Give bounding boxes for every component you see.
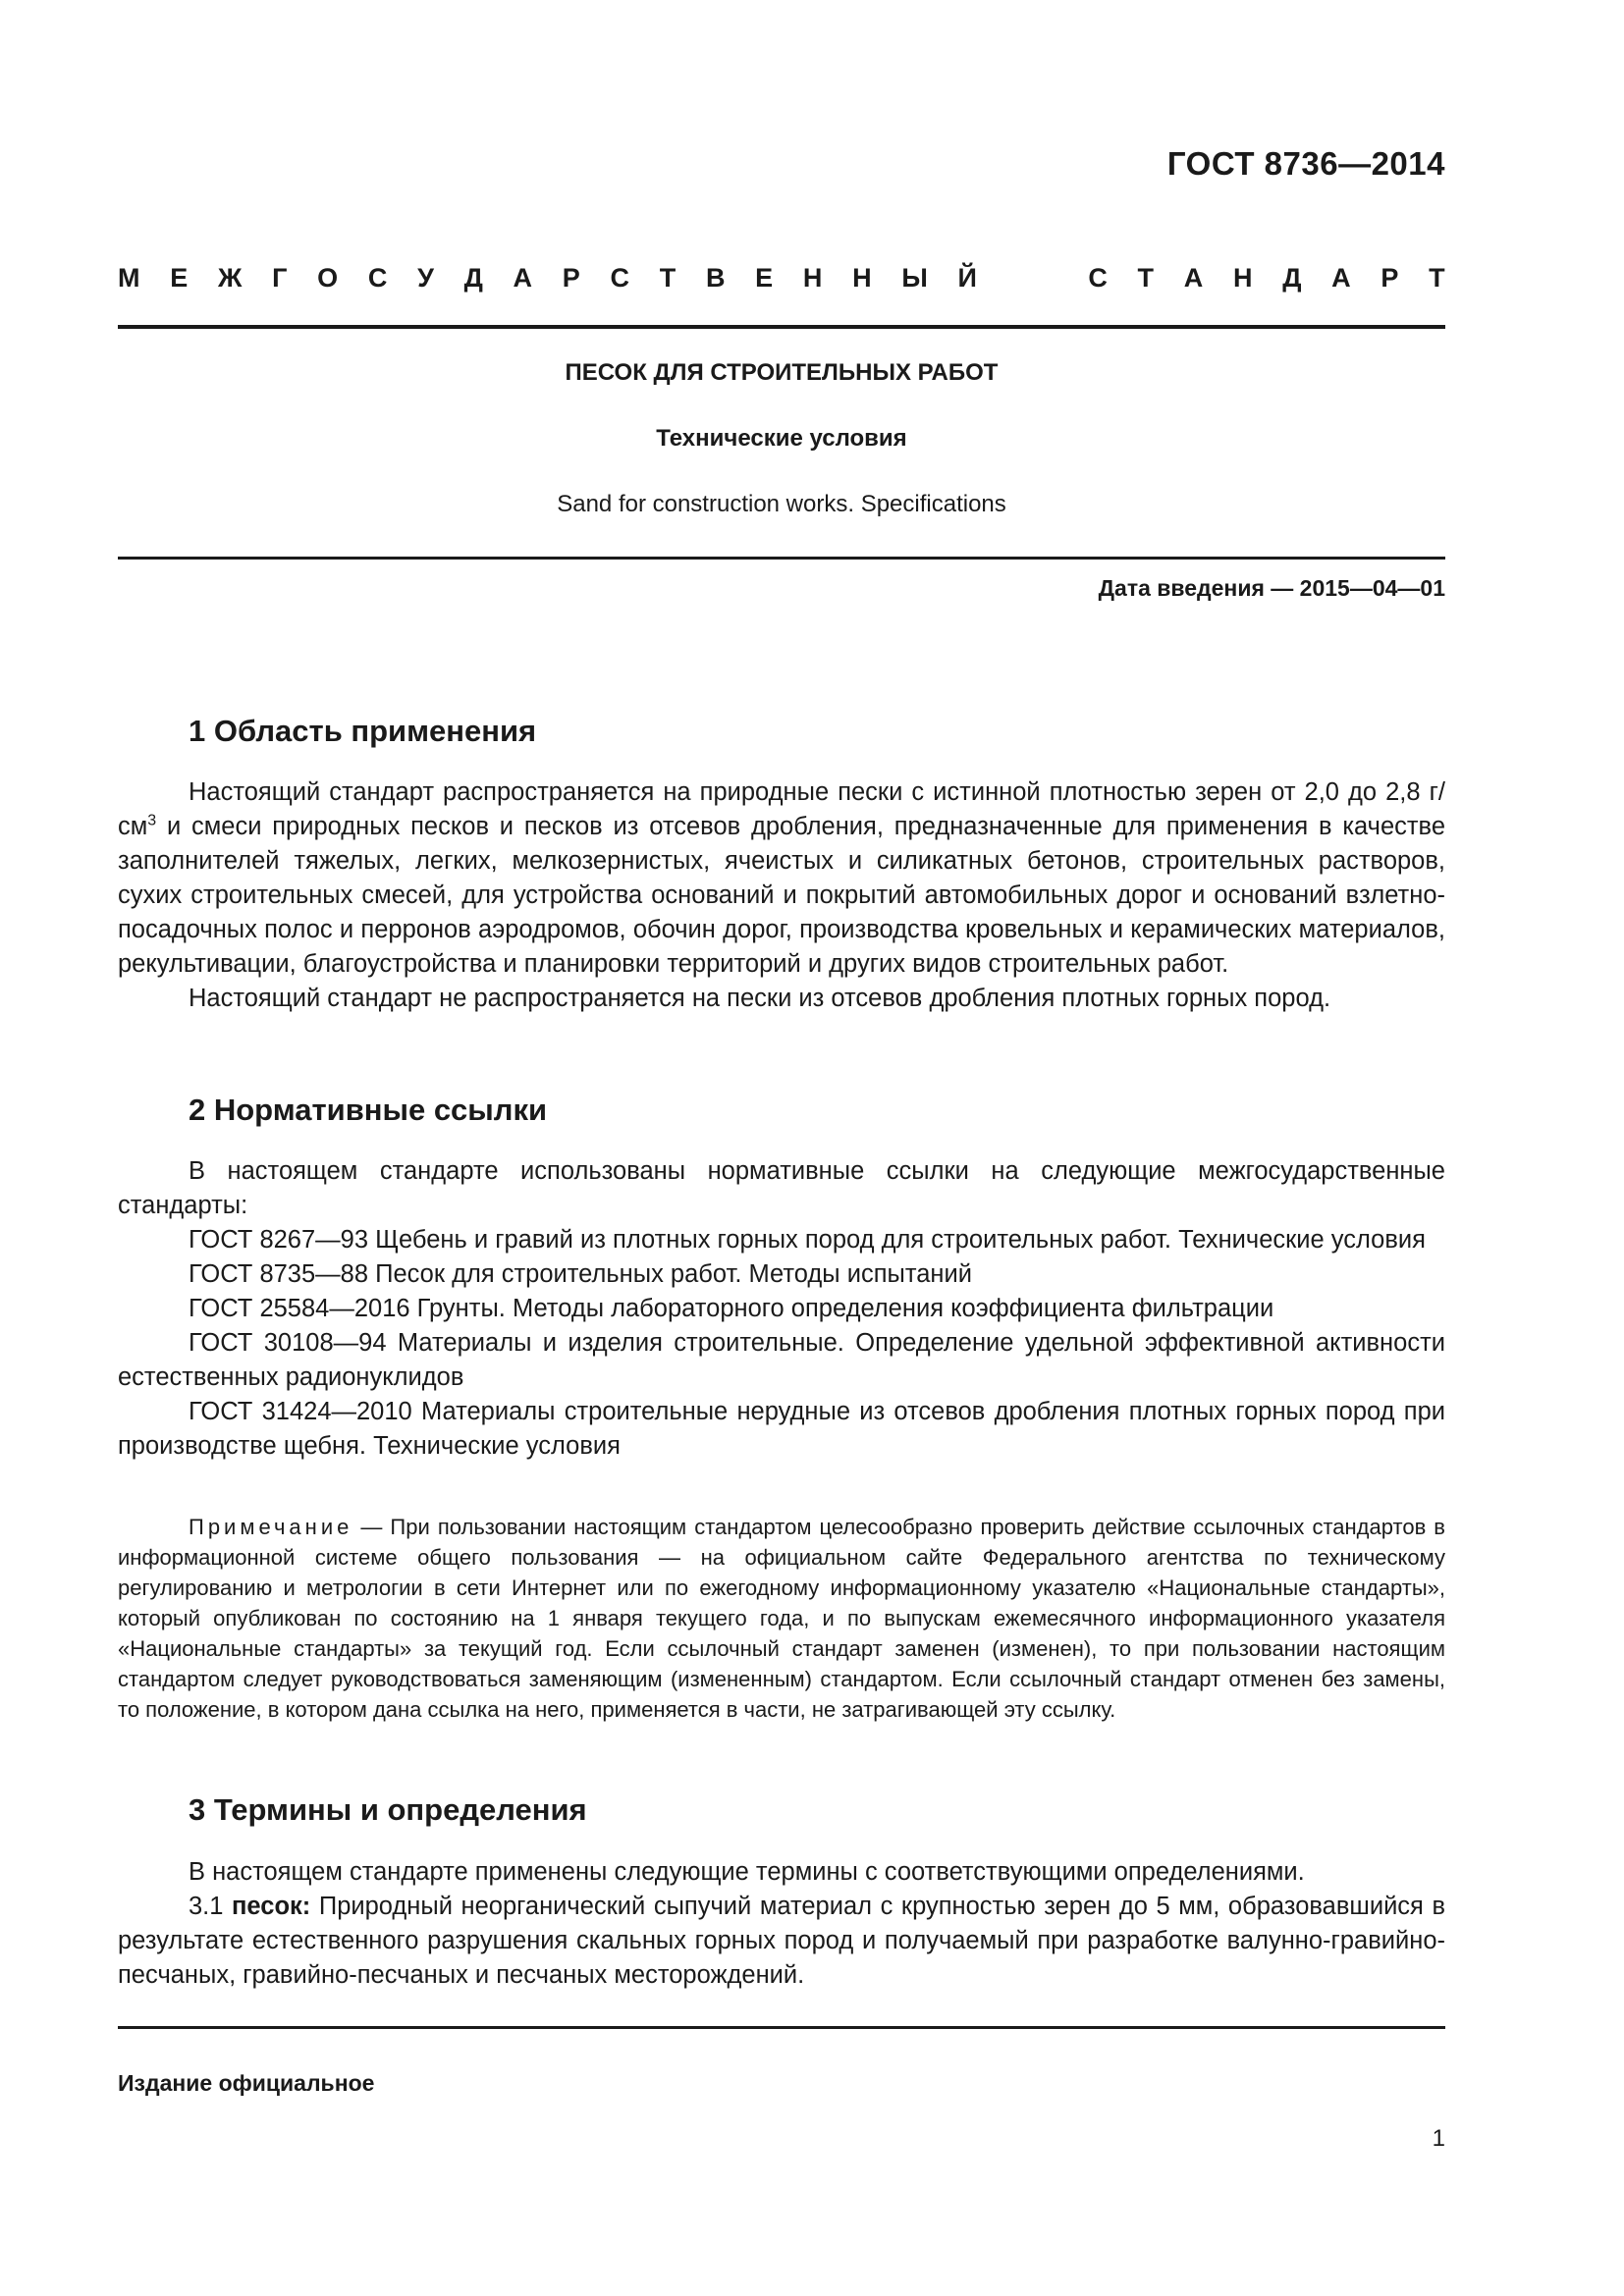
banner-letter: Д [463, 263, 483, 293]
reference-item: ГОСТ 31424—2010 Материалы строительные нерудные из отсевов дробления плотных горных пород при производстве щебня. Технические условия [118, 1398, 1445, 1460]
banner-letter: Н [852, 263, 872, 293]
banner-letter: Е [170, 263, 189, 293]
section-2-intro: В настоящем стандарте использованы нормативные ссылки на следующие межгосударственные стандарты: [118, 1157, 1445, 1219]
section-1-paragraph-2: Настоящий стандарт не распространяется на пески из отсевов дробления плотных горных пород. [189, 985, 1331, 1012]
banner-letter: Й [957, 263, 977, 293]
reference-item: ГОСТ 8735—88 Песок для строительных работ. Методы испытаний [189, 1260, 972, 1288]
introduction-date: Дата введения — 2015—04—01 [1098, 575, 1445, 601]
note-label: Примечание [189, 1515, 353, 1539]
banner-letter: О [317, 263, 339, 293]
standard-title-english: Sand for construction works. Specifications [557, 491, 1006, 517]
standard-title: ПЕСОК ДЛЯ СТРОИТЕЛЬНЫХ РАБОТ [565, 359, 999, 386]
section-3-body [118, 1855, 1445, 1993]
section-1-heading: 1 Область применения [189, 714, 537, 748]
banner-letter: А [1331, 263, 1351, 293]
reference-item: ГОСТ 25584—2016 Грунты. Методы лабораторного определения коэффициента фильтрации [189, 1295, 1274, 1322]
title-rule [118, 557, 1445, 560]
banner-letter: Т [1137, 263, 1155, 293]
document-number: ГОСТ 8736—2014 [1166, 145, 1445, 182]
note-text: — При пользовании настоящим стандартом целесообразно проверить действие ссылочных стандартов в информационной системе общего пользования — на официальном сайте Федерального агентства по техническому регулированию и метрологии в сети Интернет или по ежегодному информационному указателю «Национальные стандарты», который опубликован по состоянию на 1 января текущего года, и по выпускам ежемесячного информационного указателя «Национальные стандарты» за текущий год. Если ссылочный стандарт заменен (изменен), то при пользовании настоящим стандартом следует руководствоваться заменяющим (измененным) стандартом. Если ссылочный стандарт отменен без замены, то положение, в котором дана ссылка на него, применяется в части, не затрагивающей эту ссылку. [118, 1515, 1445, 1722]
banner-letter: С [610, 263, 629, 293]
banner-letter: Ы [901, 263, 928, 293]
section-2-body [118, 1154, 1445, 1464]
footer-rule [118, 2026, 1445, 2029]
edition-label: Издание официальное [118, 2070, 375, 2096]
page-number: 1 [1432, 2125, 1445, 2152]
section-3-heading: 3 Термины и определения [189, 1792, 587, 1827]
banner-letter: Т [659, 263, 677, 293]
banner-letter: С [367, 263, 388, 293]
banner-letter: У [417, 263, 434, 293]
section-3-intro: В настоящем стандарте применены следующие термины с соответствующими определениями. [189, 1858, 1305, 1886]
banner-letter: Р [1380, 263, 1399, 293]
interstate-standard-banner [118, 263, 1445, 294]
banner-letter: М [118, 263, 140, 293]
reference-item: ГОСТ 30108—94 Материалы и изделия строительные. Определение удельной эффективной активности естественных радионуклидов [118, 1329, 1445, 1391]
banner-letter: Р [562, 263, 580, 293]
banner-letter: Н [802, 263, 823, 293]
banner-letter: Н [1232, 263, 1253, 293]
banner-letter: Е [755, 263, 774, 293]
reference-item: ГОСТ 8267—93 Щебень и гравий из плотных горных пород для строительных работ. Технические условия [189, 1226, 1426, 1254]
banner-letter: Д [1282, 263, 1302, 293]
banner-letter: А [1183, 263, 1204, 293]
section-2-heading: 2 Нормативные ссылки [189, 1093, 548, 1127]
banner-word-gap [1007, 263, 1058, 294]
section-2-note [118, 1512, 1445, 1725]
term-name: песок: [232, 1893, 311, 1920]
section-1-body [118, 775, 1445, 1016]
banner-letter: Ж [217, 263, 243, 293]
banner-letter: А [513, 263, 533, 293]
term-definition: 3.1 песок: Природный неорганический сыпучий материал с крупностью зерен до 5 мм, образовавшийся в результате естественного разрушения скальных горных пород и получаемый при разработке валунно-гравийно-песчаных, гравийно-песчаных и песчаных месторождений. [118, 1893, 1445, 1989]
banner-letter: В [705, 263, 726, 293]
banner-letter: Т [1429, 263, 1445, 293]
banner-letter: Г [272, 263, 288, 293]
banner-letter: С [1088, 263, 1108, 293]
standard-subtitle: Технические условия [656, 425, 907, 452]
section-1-paragraph-1: Настоящий стандарт распространяется на природные пески с истинной плотностью зерен от 2,0 до 2,8 $г/см^3$ и смеси природных песков и песков из отсевов дробления, предназначенные для применения в качестве заполнителей тяжелых, легких, мелкозернистых, ячеистых и силикатных бетонов, строительных растворов, сухих строительных смесей, для устройства оснований и покрытий автомобильных дорог и оснований взлетно-посадочных полос и перронов аэродромов, обочин дорог, производства кровельных и керамических материалов, рекультивации, благоустройства и планировки территорий и других видов строительных работ. [118, 778, 1445, 978]
header-rule [118, 325, 1445, 329]
